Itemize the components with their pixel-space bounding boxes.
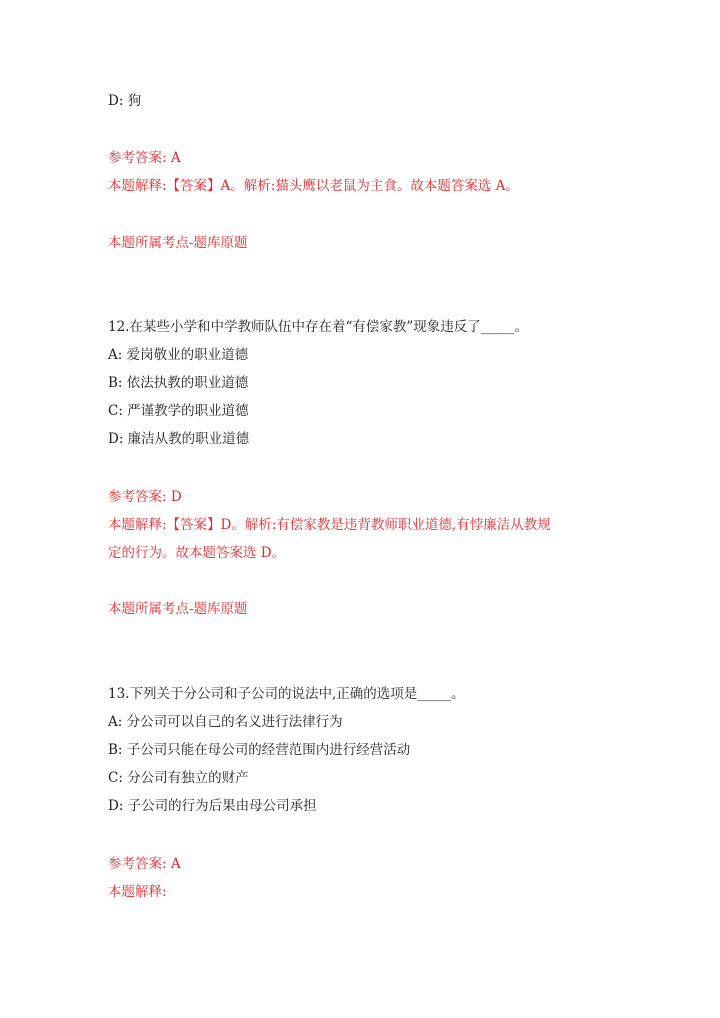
prev-option-d: D: 狗 (108, 93, 142, 109)
q13-stem: 13.下列关于分公司和子公司的说法中,正确的选项是_____。 (108, 686, 465, 702)
q12-option-d: D: 廉洁从教的职业道德 (108, 431, 250, 447)
q12-stem: 12.在某些小学和中学教师队伍中存在着“有偿家教”现象违反了_____。 (108, 319, 529, 335)
q12-answer: 参考答案: D (108, 489, 182, 505)
q13-option-c: C: 分公司有独立的财产 (108, 770, 249, 786)
prev-explanation: 本题解释:【答案】A。解析:猫头鹰以老鼠为主食。故本题答案选 A。 (108, 178, 519, 194)
q13-option-b: B: 子公司只能在母公司的经营范围内进行经营活动 (108, 742, 411, 758)
q13-option-d: D: 子公司的行为后果由母公司承担 (108, 798, 317, 814)
q12-topic: 本题所属考点-题库原题 (108, 601, 248, 617)
q12-option-b: B: 依法执教的职业道德 (108, 375, 249, 391)
q12-option-c: C: 严谨教学的职业道德 (108, 403, 249, 419)
q13-answer: 参考答案: A (108, 856, 181, 872)
q12-explanation-line-1: 本题解释:【答案】D。解析:有偿家教是违背教师职业道德,有悖廉洁从教规 (108, 517, 551, 533)
prev-topic: 本题所属考点-题库原题 (108, 235, 248, 251)
q12-option-a: A: 爱岗敬业的职业道德 (108, 347, 249, 363)
q13-option-a: A: 分公司可以自己的名义进行法律行为 (108, 714, 343, 730)
q13-explanation: 本题解释: (108, 884, 167, 900)
prev-answer: 参考答案: A (108, 150, 181, 166)
q12-explanation-line-2: 定的行为。故本题答案选 D。 (108, 545, 286, 561)
